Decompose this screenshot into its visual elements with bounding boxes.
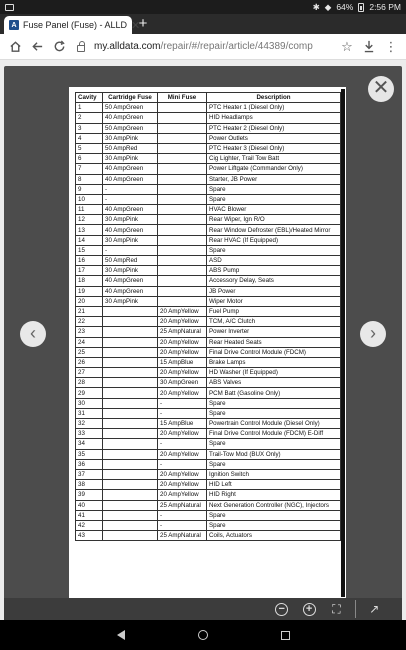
table-row — [76, 388, 341, 398]
table-row — [76, 327, 341, 337]
cell-mini-fuse: - — [158, 459, 207, 469]
cell-cavity: 19 — [76, 286, 103, 296]
cell-cartridge-fuse: 50 AmpRed — [103, 143, 158, 153]
download-icon[interactable] — [358, 36, 380, 58]
address-bar[interactable] — [92, 41, 336, 52]
cell-cavity: 14 — [76, 235, 103, 245]
cell-cartridge-fuse — [103, 520, 158, 530]
tab-close-icon[interactable]: ✕ — [131, 19, 141, 32]
table-row — [76, 103, 341, 113]
cell-description: PTC Heater 1 (Diesel Only) — [207, 103, 341, 113]
cell-cartridge-fuse: - — [103, 194, 158, 204]
cell-cavity: 18 — [76, 276, 103, 286]
table-row — [76, 306, 341, 316]
fuse-table — [75, 92, 341, 541]
cell-cartridge-fuse: 30 AmpPink — [103, 235, 158, 245]
cell-cartridge-fuse — [103, 480, 158, 490]
cell-description: ABS Valves — [207, 378, 341, 388]
cell-description: Final Drive Control Module (FDCM) E-Diff — [207, 429, 341, 439]
cell-cartridge-fuse: 40 AmpGreen — [103, 205, 158, 215]
cell-cartridge-fuse: 30 AmpPink — [103, 266, 158, 276]
cell-mini-fuse — [158, 235, 207, 245]
cell-mini-fuse: - — [158, 520, 207, 530]
cell-cartridge-fuse — [103, 347, 158, 357]
tab-title: Fuse Panel (Fuse) - ALLD — [23, 20, 128, 30]
cell-mini-fuse: 20 AmpYellow — [158, 449, 207, 459]
cell-mini-fuse — [158, 103, 207, 113]
wifi-icon: ◆ — [324, 1, 332, 12]
table-row — [76, 439, 341, 449]
more-menu-icon[interactable]: ⋮ — [384, 38, 398, 54]
cell-mini-fuse — [158, 296, 207, 306]
browser-toolbar — [0, 34, 406, 60]
cell-cartridge-fuse — [103, 449, 158, 459]
table-row — [76, 449, 341, 459]
cell-description: Powertrain Control Module (Diesel Only) — [207, 419, 341, 429]
alldata-favicon-icon: A — [9, 20, 19, 30]
cell-cavity: 38 — [76, 480, 103, 490]
cell-cartridge-fuse — [103, 408, 158, 418]
cell-mini-fuse — [158, 113, 207, 123]
cell-cavity: 22 — [76, 317, 103, 327]
cell-cavity: 9 — [76, 184, 103, 194]
system-back-icon[interactable] — [117, 630, 125, 640]
cell-cartridge-fuse — [103, 306, 158, 316]
cell-cavity: 37 — [76, 469, 103, 479]
cell-cavity: 34 — [76, 439, 103, 449]
previous-image-button[interactable]: ‹ — [20, 321, 46, 347]
table-row — [76, 225, 341, 235]
cell-mini-fuse — [158, 276, 207, 286]
fuse-table-header — [76, 93, 341, 103]
cell-cartridge-fuse: 50 AmpGreen — [103, 103, 158, 113]
cell-cartridge-fuse — [103, 337, 158, 347]
cell-description: HID Right — [207, 490, 341, 500]
cell-cavity: 5 — [76, 143, 103, 153]
open-external-icon: ↗ — [369, 602, 380, 616]
cell-mini-fuse — [158, 194, 207, 204]
cell-cartridge-fuse — [103, 368, 158, 378]
cell-cavity: 32 — [76, 419, 103, 429]
header-description: Description — [207, 93, 341, 103]
cell-description: PTC Heater 3 (Diesel Only) — [207, 143, 341, 153]
cell-cavity: 43 — [76, 531, 103, 541]
table-row — [76, 490, 341, 500]
table-row — [76, 154, 341, 164]
cell-mini-fuse: 20 AmpYellow — [158, 306, 207, 316]
cell-cavity: 41 — [76, 510, 103, 520]
table-row — [76, 123, 341, 133]
cell-description: HVAC Blower — [207, 205, 341, 215]
cell-mini-fuse — [158, 123, 207, 133]
table-row — [76, 408, 341, 418]
cell-description: PCM Batt (Gasoline Only) — [207, 388, 341, 398]
cell-mini-fuse: 20 AmpYellow — [158, 480, 207, 490]
cell-cartridge-fuse — [103, 398, 158, 408]
cell-mini-fuse: - — [158, 398, 207, 408]
cell-description: HD Washer (If Equipped) — [207, 368, 341, 378]
cell-cavity: 29 — [76, 388, 103, 398]
cell-cartridge-fuse — [103, 490, 158, 500]
cell-description: Final Drive Control Module (FDCM) — [207, 347, 341, 357]
refresh-icon[interactable] — [48, 36, 70, 58]
battery-percent: 64% — [336, 2, 354, 12]
cell-cartridge-fuse: 30 AmpPink — [103, 154, 158, 164]
cell-description: Spare — [207, 245, 341, 255]
cell-mini-fuse: 20 AmpYellow — [158, 347, 207, 357]
cell-mini-fuse: 25 AmpNatural — [158, 327, 207, 337]
cell-mini-fuse — [158, 184, 207, 194]
cell-description: Rear Window Defroster (EBL)/Heated Mirror — [207, 225, 341, 235]
image-notification-icon — [5, 4, 14, 11]
cell-cavity: 28 — [76, 378, 103, 388]
cell-cartridge-fuse — [103, 327, 158, 337]
cell-cartridge-fuse: 50 AmpGreen — [103, 123, 158, 133]
cell-description: Wiper Motor — [207, 296, 341, 306]
cell-description: Cig Lighter, Trail Tow Batt — [207, 154, 341, 164]
cell-cartridge-fuse: 40 AmpGreen — [103, 225, 158, 235]
table-row — [76, 378, 341, 388]
table-row — [76, 337, 341, 347]
cell-cartridge-fuse — [103, 419, 158, 429]
status-bar — [0, 0, 406, 14]
table-row — [76, 429, 341, 439]
cell-cavity: 8 — [76, 174, 103, 184]
cell-mini-fuse: 15 AmpBlue — [158, 419, 207, 429]
cell-cavity: 26 — [76, 357, 103, 367]
cell-description: PTC Heater 2 (Diesel Only) — [207, 123, 341, 133]
table-row — [76, 276, 341, 286]
cell-mini-fuse — [158, 215, 207, 225]
tab-strip — [0, 14, 406, 34]
table-row — [76, 215, 341, 225]
cell-mini-fuse: 30 AmpGreen — [158, 378, 207, 388]
table-row — [76, 235, 341, 245]
cell-mini-fuse — [158, 174, 207, 184]
url-host: my.alldata.com — [94, 41, 161, 52]
cell-cavity: 42 — [76, 520, 103, 530]
notification-icons — [5, 4, 14, 11]
cell-cartridge-fuse: - — [103, 184, 158, 194]
close-viewer-button[interactable]: ✕ — [368, 76, 394, 102]
table-row — [76, 184, 341, 194]
cell-mini-fuse: 20 AmpYellow — [158, 337, 207, 347]
cell-description: Power Outlets — [207, 133, 341, 143]
table-row — [76, 469, 341, 479]
cell-description: Next Generation Controller (NGC), Injectors — [207, 500, 341, 510]
cell-description: ASD — [207, 256, 341, 266]
browser-tab[interactable] — [4, 16, 141, 34]
cell-cartridge-fuse: 30 AmpPink — [103, 296, 158, 306]
cell-mini-fuse — [158, 266, 207, 276]
url-path: /repair/#/repair/article/44389/comp — [160, 41, 313, 52]
cell-cavity: 35 — [76, 449, 103, 459]
cell-description: Power Inverter — [207, 327, 341, 337]
cell-description: HID Headlamps — [207, 113, 341, 123]
cell-mini-fuse: 20 AmpYellow — [158, 388, 207, 398]
cell-cartridge-fuse: - — [103, 245, 158, 255]
cell-cartridge-fuse: 40 AmpGreen — [103, 164, 158, 174]
cell-cavity: 12 — [76, 215, 103, 225]
cell-description: Spare — [207, 510, 341, 520]
table-row — [76, 459, 341, 469]
viewer-controls — [268, 598, 388, 620]
cell-description: Spare — [207, 459, 341, 469]
table-row — [76, 286, 341, 296]
cell-description: Ignition Switch — [207, 469, 341, 479]
header-mini-fuse: Mini Fuse — [158, 93, 207, 103]
table-row — [76, 480, 341, 490]
fit-screen-button[interactable] — [327, 600, 345, 618]
table-row — [76, 419, 341, 429]
clock: 2:56 PM — [369, 2, 401, 12]
cell-description: Fuel Pump — [207, 306, 341, 316]
cell-cavity: 6 — [76, 154, 103, 164]
system-recents-icon[interactable] — [281, 631, 290, 640]
cell-cavity: 31 — [76, 408, 103, 418]
table-row — [76, 143, 341, 153]
cell-cavity: 21 — [76, 306, 103, 316]
cell-cavity: 30 — [76, 398, 103, 408]
fuse-table-body — [76, 103, 341, 541]
cell-cartridge-fuse: 30 AmpPink — [103, 215, 158, 225]
cell-mini-fuse: - — [158, 510, 207, 520]
cell-mini-fuse — [158, 225, 207, 235]
cell-mini-fuse — [158, 154, 207, 164]
cell-description: Rear Wiper, Ign R/O — [207, 215, 341, 225]
cell-cavity: 4 — [76, 133, 103, 143]
cell-mini-fuse — [158, 143, 207, 153]
table-row — [76, 520, 341, 530]
cell-mini-fuse: 15 AmpBlue — [158, 357, 207, 367]
cell-cartridge-fuse: 40 AmpGreen — [103, 286, 158, 296]
new-tab-button[interactable]: + — [138, 15, 148, 32]
cell-description: JB Power — [207, 286, 341, 296]
fit-screen-icon: ⛶ — [332, 601, 341, 616]
table-row — [76, 500, 341, 510]
cell-cavity: 39 — [76, 490, 103, 500]
cell-cartridge-fuse: 50 AmpRed — [103, 256, 158, 266]
table-row — [76, 113, 341, 123]
back-arrow-icon[interactable] — [26, 36, 48, 58]
bookmark-star-icon[interactable]: ☆ — [341, 38, 353, 54]
cell-cartridge-fuse — [103, 357, 158, 367]
cell-mini-fuse — [158, 133, 207, 143]
table-row — [76, 245, 341, 255]
cell-mini-fuse — [158, 245, 207, 255]
lock-icon — [70, 36, 92, 58]
table-row — [76, 347, 341, 357]
cell-cartridge-fuse: 40 AmpGreen — [103, 113, 158, 123]
zoom-out-icon: − — [275, 603, 288, 616]
cell-cavity: 27 — [76, 368, 103, 378]
cell-mini-fuse — [158, 205, 207, 215]
cell-description: Spare — [207, 408, 341, 418]
cell-cartridge-fuse — [103, 317, 158, 327]
cell-description: Spare — [207, 520, 341, 530]
cell-description: Power Liftgate (Commander Only) — [207, 164, 341, 174]
cell-cartridge-fuse — [103, 378, 158, 388]
cell-cartridge-fuse — [103, 469, 158, 479]
cell-mini-fuse — [158, 286, 207, 296]
cell-description: Coils, Actuators — [207, 531, 341, 541]
system-home-icon[interactable] — [198, 630, 208, 640]
system-navigation-bar — [0, 620, 406, 650]
cell-cavity: 23 — [76, 327, 103, 337]
cell-cartridge-fuse: 40 AmpGreen — [103, 276, 158, 286]
cell-cartridge-fuse — [103, 531, 158, 541]
home-icon[interactable] — [4, 36, 26, 58]
cell-cavity: 33 — [76, 429, 103, 439]
cell-cavity: 1 — [76, 103, 103, 113]
table-row — [76, 510, 341, 520]
table-row — [76, 194, 341, 204]
cell-cavity: 17 — [76, 266, 103, 276]
cell-cartridge-fuse: 30 AmpPink — [103, 133, 158, 143]
cell-cartridge-fuse — [103, 388, 158, 398]
cell-mini-fuse: 20 AmpYellow — [158, 317, 207, 327]
header-cartridge-fuse: Cartridge Fuse — [103, 93, 158, 103]
cell-description: TCM, A/C Clutch — [207, 317, 341, 327]
cell-description: Accessory Delay, Seats — [207, 276, 341, 286]
cell-cartridge-fuse — [103, 439, 158, 449]
cell-mini-fuse: 20 AmpYellow — [158, 368, 207, 378]
cell-mini-fuse: 20 AmpYellow — [158, 490, 207, 500]
table-row — [76, 266, 341, 276]
zoom-in-icon: + — [303, 603, 316, 616]
cell-mini-fuse: 20 AmpYellow — [158, 469, 207, 479]
table-row — [76, 205, 341, 215]
cell-description: ABS Pump — [207, 266, 341, 276]
cell-description: Spare — [207, 184, 341, 194]
divider — [355, 600, 356, 618]
cell-description: Starter, JB Power — [207, 174, 341, 184]
web-page — [0, 60, 406, 620]
cell-mini-fuse — [158, 256, 207, 266]
table-row — [76, 174, 341, 184]
cell-cavity: 15 — [76, 245, 103, 255]
cell-cartridge-fuse — [103, 510, 158, 520]
cell-description: Rear HVAC (If Equipped) — [207, 235, 341, 245]
bluetooth-icon: ✱ — [312, 1, 320, 12]
cell-mini-fuse: - — [158, 408, 207, 418]
table-row — [76, 357, 341, 367]
image-viewer — [4, 66, 402, 620]
cell-mini-fuse — [158, 164, 207, 174]
cell-cavity: 2 — [76, 113, 103, 123]
zoom-out-button[interactable] — [273, 600, 291, 618]
table-row — [76, 317, 341, 327]
cell-cavity: 10 — [76, 194, 103, 204]
cell-cavity: 11 — [76, 205, 103, 215]
cell-description: Spare — [207, 398, 341, 408]
table-row — [76, 368, 341, 378]
table-row — [76, 164, 341, 174]
cell-cartridge-fuse — [103, 500, 158, 510]
cell-cavity: 24 — [76, 337, 103, 347]
cell-cavity: 13 — [76, 225, 103, 235]
next-image-button[interactable]: › — [360, 321, 386, 347]
cell-cavity: 3 — [76, 123, 103, 133]
cell-cartridge-fuse — [103, 459, 158, 469]
cell-description: Spare — [207, 194, 341, 204]
table-row — [76, 256, 341, 266]
cell-description: Spare — [207, 439, 341, 449]
header-cavity: Cavity — [76, 93, 103, 103]
cell-cavity: 40 — [76, 500, 103, 510]
cell-cavity: 16 — [76, 256, 103, 266]
cell-description: HID Left — [207, 480, 341, 490]
table-row — [76, 133, 341, 143]
cell-cartridge-fuse: 40 AmpGreen — [103, 174, 158, 184]
cell-mini-fuse: 25 AmpNatural — [158, 500, 207, 510]
cell-cartridge-fuse — [103, 429, 158, 439]
open-external-button[interactable] — [365, 600, 383, 618]
cell-cavity: 20 — [76, 296, 103, 306]
cell-mini-fuse: 25 AmpNatural — [158, 531, 207, 541]
cell-description: Brake Lamps — [207, 357, 341, 367]
cell-cavity: 36 — [76, 459, 103, 469]
table-row — [76, 296, 341, 306]
cell-mini-fuse: 20 AmpYellow — [158, 429, 207, 439]
table-row — [76, 531, 341, 541]
cell-description: Trail-Tow Mod (BUX Only) — [207, 449, 341, 459]
battery-icon — [358, 3, 364, 12]
table-row — [76, 398, 341, 408]
cell-cavity: 25 — [76, 347, 103, 357]
zoom-in-button[interactable] — [300, 600, 318, 618]
cell-cavity: 7 — [76, 164, 103, 174]
cell-mini-fuse: - — [158, 439, 207, 449]
cell-description: Rear Heated Seats — [207, 337, 341, 347]
sheet-shadow — [341, 89, 345, 597]
